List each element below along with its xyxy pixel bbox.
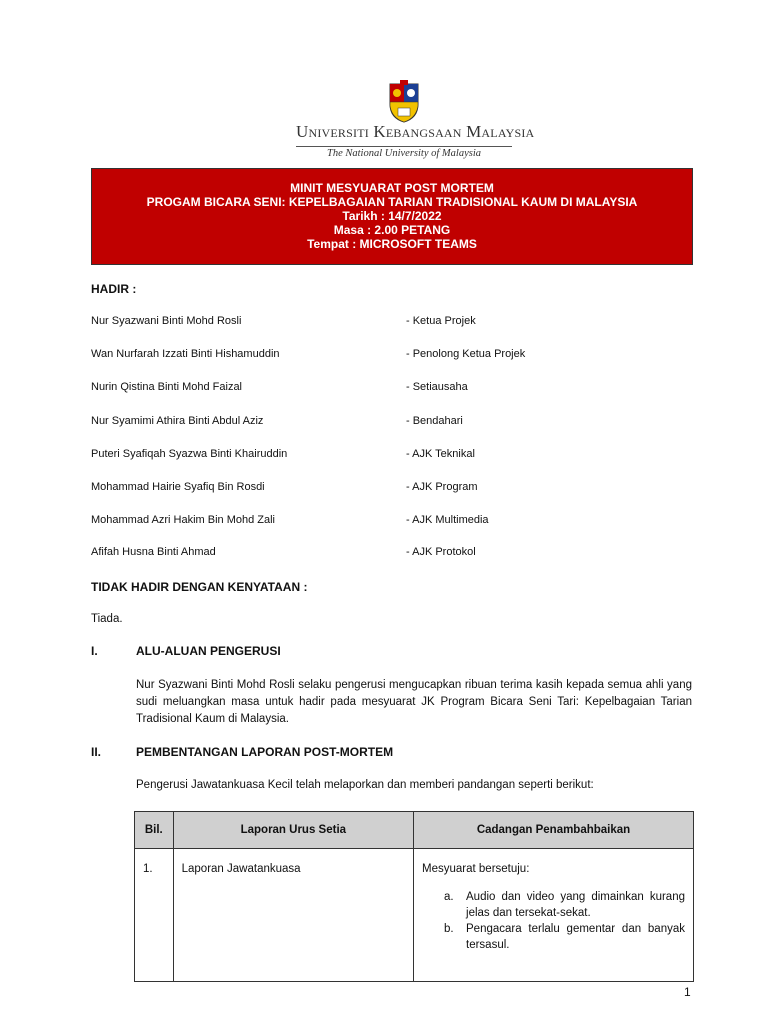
section-2-paragraph: Pengerusi Jawatankuasa Kecil telah melaporkan dan memberi pandangan seperti berikut: — [136, 779, 594, 791]
cadangan-list — [422, 889, 685, 953]
title-time: Masa : 2.00 PETANG — [333, 223, 451, 237]
attendee-name: Mohammad Hairie Syafiq Bin Rosdi — [91, 481, 265, 493]
absent-text: Tiada. — [91, 613, 123, 625]
attendee-name: Wan Nurfarah Izzati Binti Hishamuddin — [91, 348, 280, 360]
header-bil: Bil. — [135, 812, 174, 849]
attendee-name: Nur Syazwani Binti Mohd Rosli — [91, 315, 242, 327]
attendee-role: - Ketua Projek — [406, 315, 476, 327]
cadangan-intro: Mesyuarat bersetuju: — [422, 863, 530, 875]
header-laporan: Laporan Urus Setia — [173, 812, 413, 849]
cell-cadangan — [414, 849, 694, 982]
attendance-heading: HADIR : — [91, 282, 137, 296]
attendee-row — [91, 448, 691, 464]
attendee-name: Afifah Husna Binti Ahmad — [91, 546, 216, 558]
title-venue: Tempat : MICROSOFT TEAMS — [307, 237, 477, 251]
attendee-row — [91, 481, 691, 497]
attendee-role: - AJK Teknikal — [406, 448, 475, 460]
section-2-heading: PEMBENTANGAN LAPORAN POST-MORTEM — [136, 745, 394, 759]
cell-bil: 1. — [135, 849, 174, 982]
page-number: 1 — [684, 985, 691, 999]
attendee-role: - Setiausaha — [406, 381, 468, 393]
attendee-name: Puteri Syafiqah Syazwa Binti Khairuddin — [91, 448, 288, 460]
list-marker: a. — [444, 891, 454, 903]
section-1-paragraph: Nur Syazwani Binti Mohd Rosli selaku pengerusi mengucapkan ribuan terima kasih kepada semua ahli yang sudi meluangkan masa untuk hadir pada mesyuarat JK Program Bicara Seni Tari: Kepelbagaian Tarian Tradisional Kaum di Malaysia. — [136, 679, 692, 725]
attendee-role: - AJK Program — [406, 481, 478, 493]
list-item-text: Pengacara terlalu gementar dan banyak tersasul. — [466, 923, 685, 951]
title-line-2: PROGAM BICARA SENI: KEPELBAGAIAN TARIAN TRADISIONAL KAUM DI MALAYSIA — [146, 195, 638, 209]
university-name: Universiti Kebangsaan Malaysia — [296, 122, 535, 141]
section-2-number: II. — [91, 745, 102, 759]
postmortem-table — [134, 811, 694, 982]
attendee-row — [91, 315, 691, 331]
list-marker: b. — [444, 923, 454, 935]
table-header-row — [135, 812, 694, 849]
cell-laporan: Laporan Jawatankuasa — [173, 849, 413, 982]
attendee-row — [91, 381, 691, 397]
attendee-name: Nur Syamimi Athira Binti Abdul Aziz — [91, 415, 264, 427]
minutes-title-box — [91, 168, 693, 265]
absent-heading: TIDAK HADIR DENGAN KENYATAAN : — [91, 580, 308, 594]
list-item-text: Audio dan video yang dimainkan kurang jelas dan tersekat-sekat. — [466, 891, 685, 919]
section-1-heading: ALU-ALUAN PENGERUSI — [136, 644, 281, 658]
logo-divider — [296, 146, 512, 147]
university-subtitle: The National University of Malaysia — [327, 148, 481, 159]
list-item — [444, 889, 685, 921]
table-row — [135, 849, 694, 982]
attendee-role: - Bendahari — [406, 415, 463, 427]
attendee-row — [91, 514, 691, 530]
attendee-role: - Penolong Ketua Projek — [406, 348, 526, 360]
attendee-row — [91, 546, 691, 562]
header-cadangan: Cadangan Penambahbaikan — [414, 812, 694, 849]
section-1-number: I. — [91, 644, 98, 658]
attendee-name: Mohammad Azri Hakim Bin Mohd Zali — [91, 514, 276, 526]
attendee-role: - AJK Multimedia — [406, 514, 489, 526]
attendee-name: Nurin Qistina Binti Mohd Faizal — [91, 381, 243, 393]
attendee-row — [91, 415, 691, 431]
title-line-1: MINIT MESYUARAT POST MORTEM — [290, 181, 494, 195]
attendee-row — [91, 348, 691, 364]
list-item — [444, 921, 685, 953]
ukm-crest-logo — [386, 80, 422, 124]
title-date: Tarikh : 14/7/2022 — [342, 209, 442, 223]
attendee-role: - AJK Protokol — [406, 546, 476, 558]
